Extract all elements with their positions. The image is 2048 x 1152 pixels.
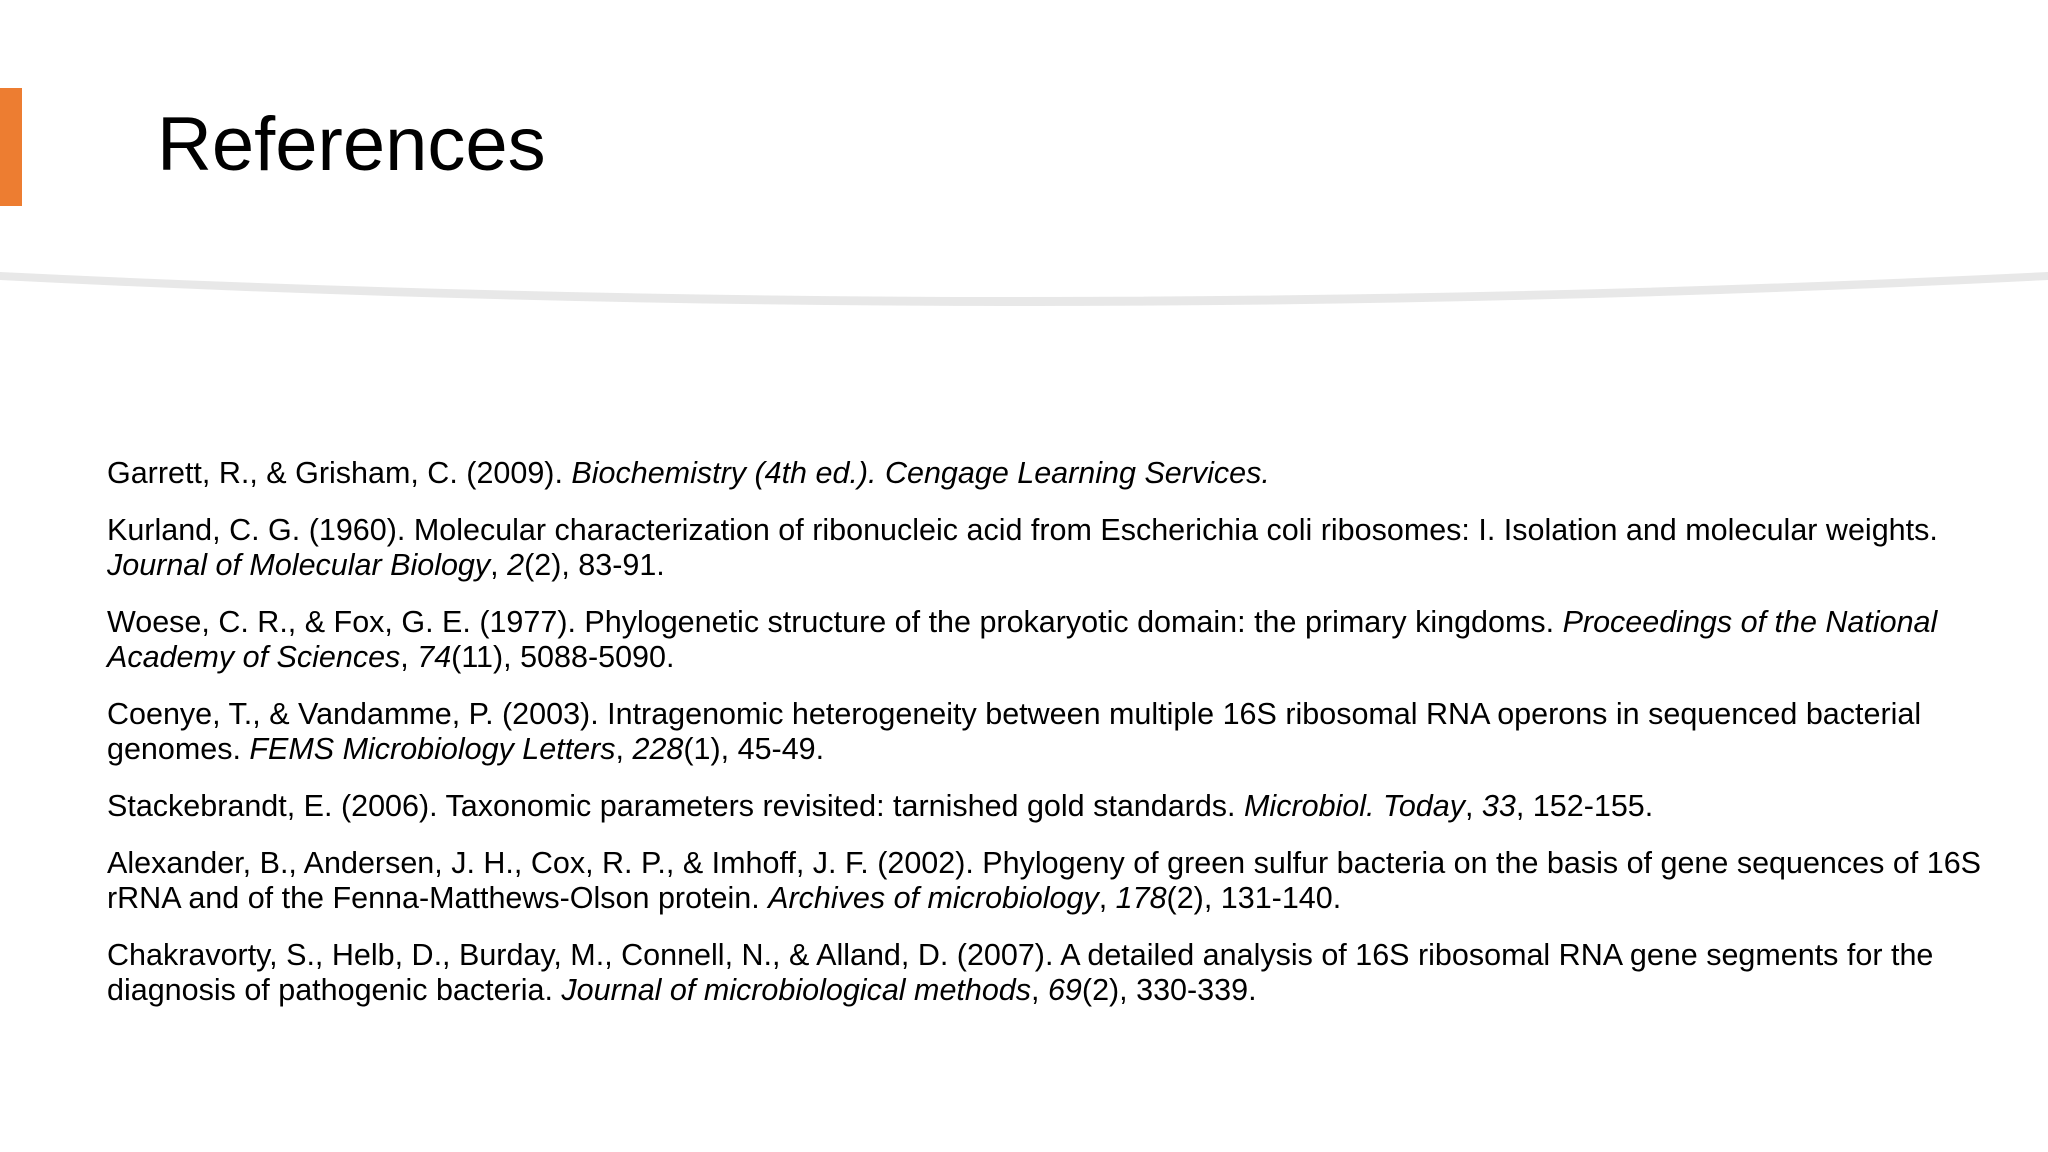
- reference-italic-text: 2: [507, 548, 525, 582]
- reference-item: [107, 846, 1987, 916]
- reference-text: ,: [400, 640, 418, 674]
- reference-item: [107, 697, 1987, 767]
- reference-text: ,: [1031, 973, 1048, 1007]
- reference-italic-text: 74: [417, 640, 452, 674]
- reference-item: [107, 456, 1987, 491]
- reference-text: Kurland, C. G. (1960). Molecular characterization of ribonucleic acid from Escherichia coli ribosomes: I. Isolation and molecular weights.: [107, 513, 1938, 547]
- swoosh-shape: [0, 272, 2048, 306]
- reference-text: Woese, C. R., & Fox, G. E. (1977). Phylogenetic structure of the prokaryotic domain: the primary kingdoms.: [107, 605, 1563, 639]
- reference-text: (2), 330-339.: [1081, 973, 1257, 1007]
- reference-item: [107, 789, 1987, 824]
- reference-text: Alexander, B., Andersen, J. H., Cox, R. P., & Imhoff, J. F. (2002). Phylogeny of green sulfur bacteria on the basis of gene sequences of 16S rRNA and of the Fenna-Matthews-Olson protein.: [107, 846, 1982, 915]
- reference-text: Chakravorty, S., Helb, D., Burday, M., Connell, N., & Alland, D. (2007). A detailed analysis of 16S ribosomal RNA gene segments for the diagnosis of pathogenic bacteria.: [107, 938, 1934, 1007]
- reference-text: ,: [615, 732, 633, 766]
- reference-italic-text: FEMS Microbiology Letters: [249, 732, 616, 766]
- reference-text: Stackebrandt, E. (2006). Taxonomic parameters revisited: tarnished gold standards.: [107, 789, 1245, 823]
- reference-italic-text: Archives of microbiology: [768, 881, 1099, 915]
- reference-italic-text: Proceedings of the National Academy of Sciences: [107, 605, 1938, 674]
- reference-item: [107, 605, 1987, 675]
- reference-text: ,: [1098, 881, 1116, 915]
- slide-title: References: [157, 102, 546, 187]
- reference-italic-text: 69: [1047, 973, 1082, 1007]
- references-list: [107, 456, 1987, 1030]
- reference-text: ,: [1464, 789, 1482, 823]
- reference-italic-text: Journal of Molecular Biology: [107, 548, 491, 582]
- reference-italic-text: 33: [1481, 789, 1516, 823]
- reference-text: Garrett, R., & Grisham, C. (2009).: [107, 456, 572, 490]
- reference-text: (2), 83-91.: [524, 548, 665, 582]
- reference-italic-text: 178: [1115, 881, 1167, 915]
- reference-italic-text: Microbiol. Today: [1244, 789, 1465, 823]
- title-accent-bar: [0, 88, 22, 206]
- header-swoosh-divider: [0, 262, 2048, 332]
- reference-italic-text: 228: [632, 732, 684, 766]
- reference-italic-text: Journal of microbiological methods: [561, 973, 1032, 1007]
- reference-text: (1), 45-49.: [683, 732, 825, 766]
- reference-item: [107, 513, 1987, 583]
- reference-text: , 152-155.: [1515, 789, 1654, 823]
- reference-text: (2), 131-140.: [1166, 881, 1342, 915]
- reference-text: (11), 5088-5090.: [451, 640, 675, 674]
- reference-italic-text: Biochemistry (4th ed.). Cengage Learning Services.: [571, 456, 1270, 490]
- reference-text: ,: [490, 548, 508, 582]
- reference-item: [107, 938, 1987, 1008]
- reference-text: Coenye, T., & Vandamme, P. (2003). Intragenomic heterogeneity between multiple 16S ribosomal RNA operons in sequenced bacterial genomes.: [107, 697, 1922, 766]
